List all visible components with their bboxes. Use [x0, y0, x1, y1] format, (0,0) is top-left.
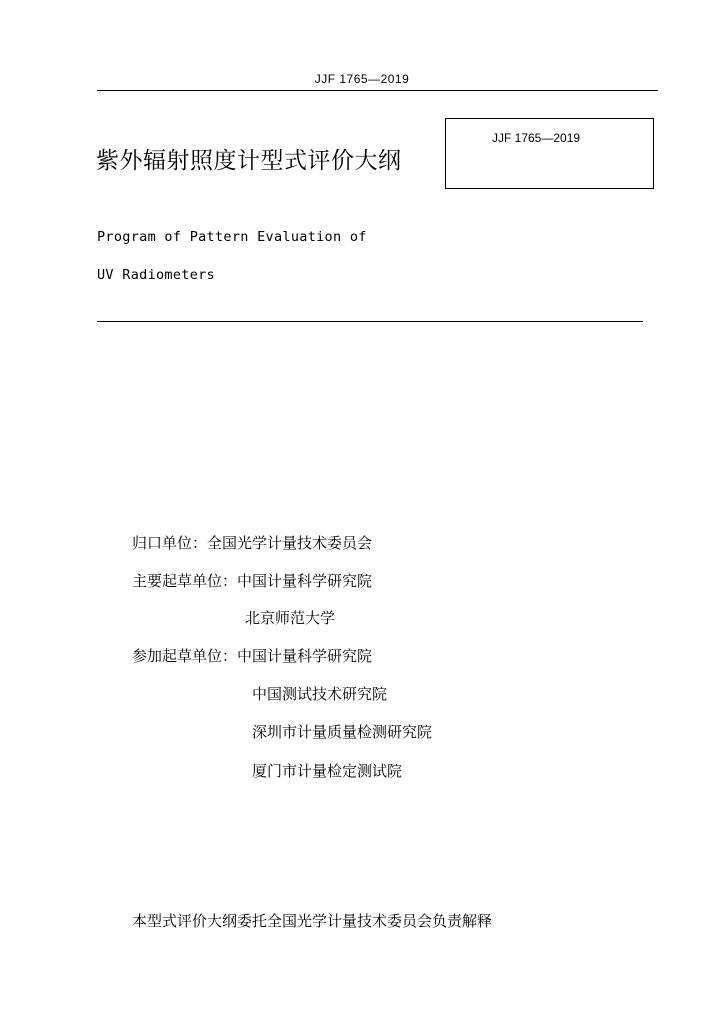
main-drafting-unit: 主要起草单位：中国计量科学研究院: [132, 572, 373, 590]
title-rule: [97, 321, 643, 322]
document-code-text: JJF 1765—2019: [492, 131, 581, 145]
document-title-english-line1: Program of Pattern Evaluation of: [97, 229, 367, 245]
document-title-chinese: 紫外辐射照度计型式评价大纲: [96, 148, 402, 174]
participating-drafting-unit-2: 中国测试技术研究院: [252, 685, 388, 703]
document-code-box: [445, 118, 654, 189]
header-rule: [97, 90, 658, 91]
running-header-code: JJF 1765—2019: [314, 72, 410, 86]
participating-drafting-unit-4: 厦门市计量检定测试院: [252, 762, 403, 780]
participating-drafting-unit-3: 深圳市计量质量检测研究院: [252, 723, 433, 741]
document-title-english-line2: UV Radiometers: [97, 267, 215, 283]
main-drafting-unit-2: 北京师范大学: [245, 609, 336, 627]
responsible-unit: 归口单位：全国光学计量技术委员会: [132, 534, 373, 552]
participating-drafting-unit: 参加起草单位：中国计量科学研究院: [132, 647, 373, 665]
interpretation-note: 本型式评价大纲委托全国光学计量技术委员会负责解释: [132, 912, 493, 930]
